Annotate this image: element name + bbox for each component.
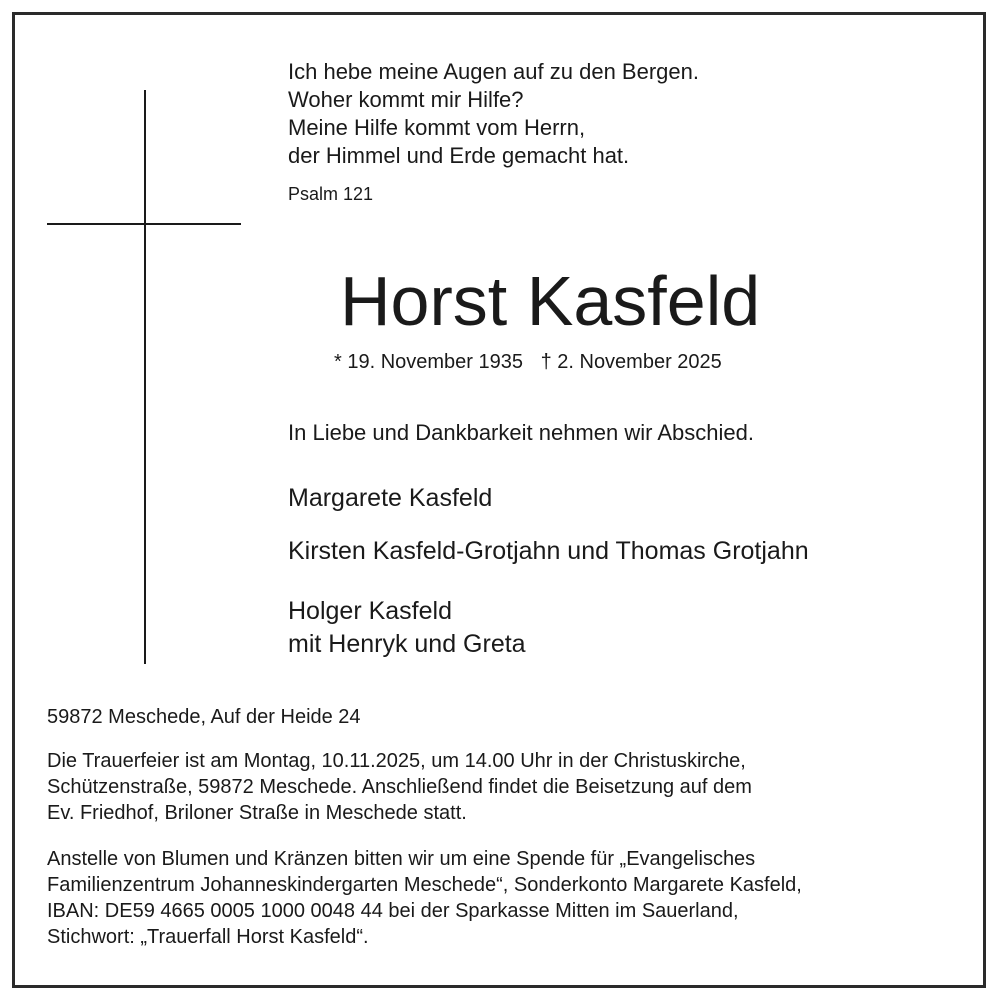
deceased-name: Horst Kasfeld (340, 262, 761, 340)
mourner-name: Margarete Kasfeld (288, 484, 493, 512)
cross-horizontal-bar (47, 223, 241, 225)
mourner-name: Holger Kasfeld (288, 597, 452, 625)
psalm-verse (288, 58, 699, 170)
farewell-text: In Liebe und Dankbarkeit nehmen wir Abschied. (288, 420, 754, 445)
mourner-name: Kirsten Kasfeld-Grotjahn und Thomas Grotjahn (288, 537, 809, 565)
ceremony-line: Ev. Friedhof, Briloner Straße in Meschede statt. (47, 802, 467, 824)
donation-line: IBAN: DE59 4665 0005 1000 0048 44 bei der Sparkasse Mitten im Sauerland, (47, 900, 739, 922)
mourner-group (288, 535, 809, 568)
ceremony-line: Die Trauerfeier ist am Montag, 10.11.2025, um 14.00 Uhr in der Christuskirche, (47, 750, 746, 772)
ceremony-details (47, 748, 752, 826)
donation-line: Familienzentrum Johanneskindergarten Meschede“, Sonderkonto Margarete Kasfeld, (47, 874, 802, 896)
mourner-name: mit Henryk und Greta (288, 630, 526, 658)
family-address: 59872 Meschede, Auf der Heide 24 (47, 706, 361, 728)
death-date: † 2. November 2025 (540, 351, 722, 373)
verse-line: Ich hebe meine Augen auf zu den Bergen. (288, 59, 699, 84)
life-dates (334, 348, 722, 376)
donation-line: Anstelle von Blumen und Kränzen bitten wir um eine Spende für „Evangelisches (47, 848, 756, 870)
ceremony-line: Schützenstraße, 59872 Meschede. Anschließend findet die Beisetzung auf dem (47, 776, 752, 798)
cross-vertical-bar (144, 90, 146, 664)
donation-request (47, 846, 802, 950)
verse-line: Woher kommt mir Hilfe? (288, 87, 524, 112)
verse-source: Psalm 121 (288, 184, 374, 204)
verse-line: der Himmel und Erde gemacht hat. (288, 143, 630, 168)
verse-line: Meine Hilfe kommt vom Herrn, (288, 115, 586, 140)
mourner-group (288, 595, 526, 661)
mourner-group (288, 482, 492, 515)
birth-date: * 19. November 1935 (334, 351, 524, 373)
donation-line: Stichwort: „Trauerfall Horst Kasfeld“. (47, 926, 369, 948)
